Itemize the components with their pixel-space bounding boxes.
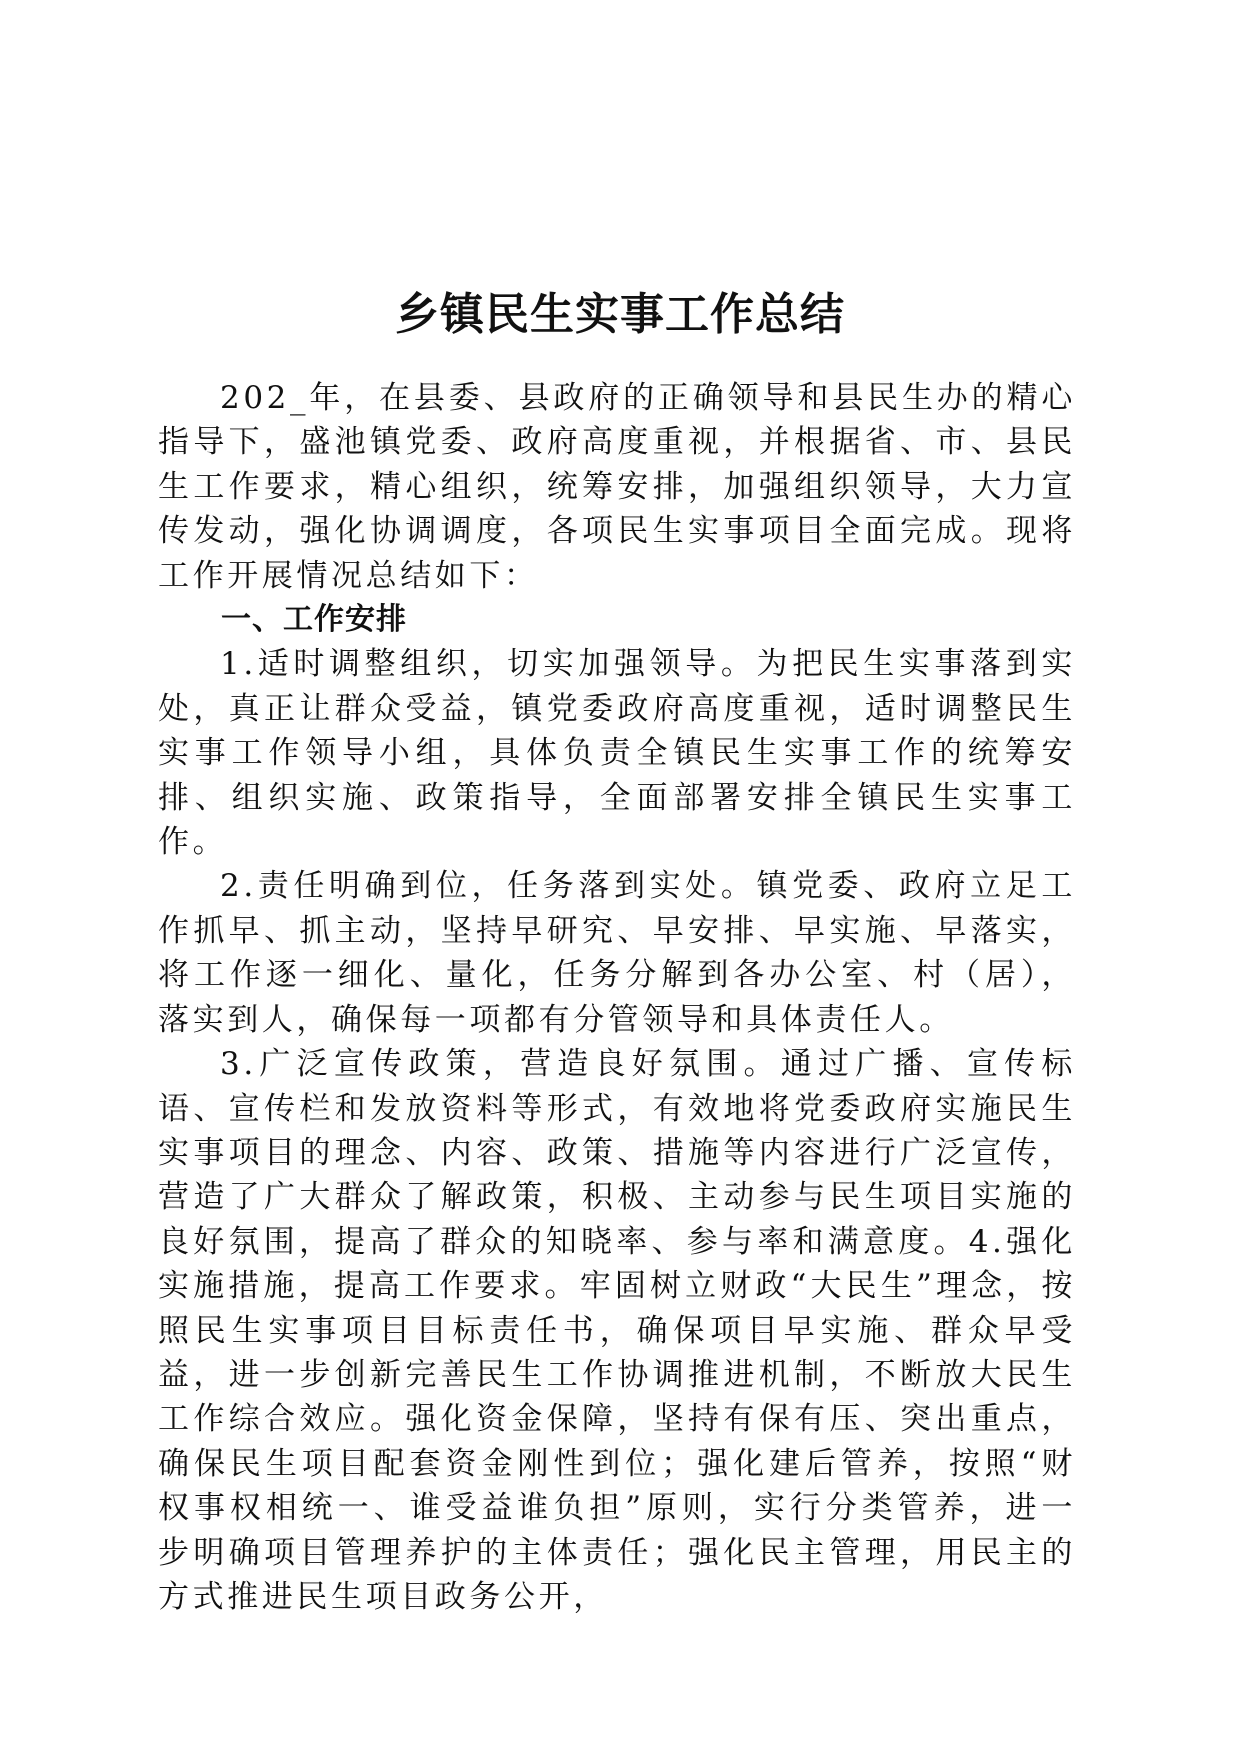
- document-title: 乡镇民生实事工作总结: [395, 289, 845, 341]
- intro-paragraph: 202_年，在县委、县政府的正确领导和县民生办的精心指导下，盛池镇党委、政府高度重视，并根据省、市、县民生工作要求，精心组织，统筹安排，加强组织领导，大力宣传发动，强化协调调度，各项民生实事项目全面完成。现将工作开展情况总结如下：: [158, 380, 1076, 594]
- item-3-paragraph: 3.广泛宣传政策，营造良好氛围。通过广播、宣传标语、宣传栏和发放资料等形式，有效地将党委政府实施民生实事项目的理念、内容、政策、措施等内容进行广泛宣传，营造了广大群众了解政策，积极、主动参与民生项目实施的良好氛围，提高了群众的知晓率、参与率和满意度。4.强化实施措施，提高工作要求。牢固树立财政“大民生”理念，按照民生实事项目目标责任书，确保项目早实施、群众早受益，进一步创新完善民生工作协调推进机制，不断放大民生工作综合效应。强化资金保障，坚持有保有压、突出重点，确保民生项目配套资金刚性到位；强化建后管养，按照“财权事权相统一、谁受益谁负担”原则，实行分类管养，进一步明确项目管理养护的主体责任；强化民主管理，用民主的方式推进民生项目政务公开，: [158, 1046, 1076, 1615]
- document-body: [158, 376, 1076, 1619]
- section-heading-work-arrangement: 一、工作安排: [221, 602, 407, 638]
- item-1-paragraph: 1.适时调整组织，切实加强领导。为把民生实事落到实处，真正让群众受益，镇党委政府高度重视，适时调整民生实事工作领导小组，具体负责全镇民生实事工作的统筹安排、组织实施、政策指导，全面部署安排全镇民生实事工作。: [158, 646, 1076, 861]
- item-2-paragraph: 2.责任明确到位，任务落到实处。镇党委、政府立足工作抓早、抓主动，坚持早研究、早安排、早实施、早落实，将工作逐一细化、量化，任务分解到各办公室、村（居），落实到人，确保每一项都有分管领导和具体责任人。: [158, 868, 1076, 1038]
